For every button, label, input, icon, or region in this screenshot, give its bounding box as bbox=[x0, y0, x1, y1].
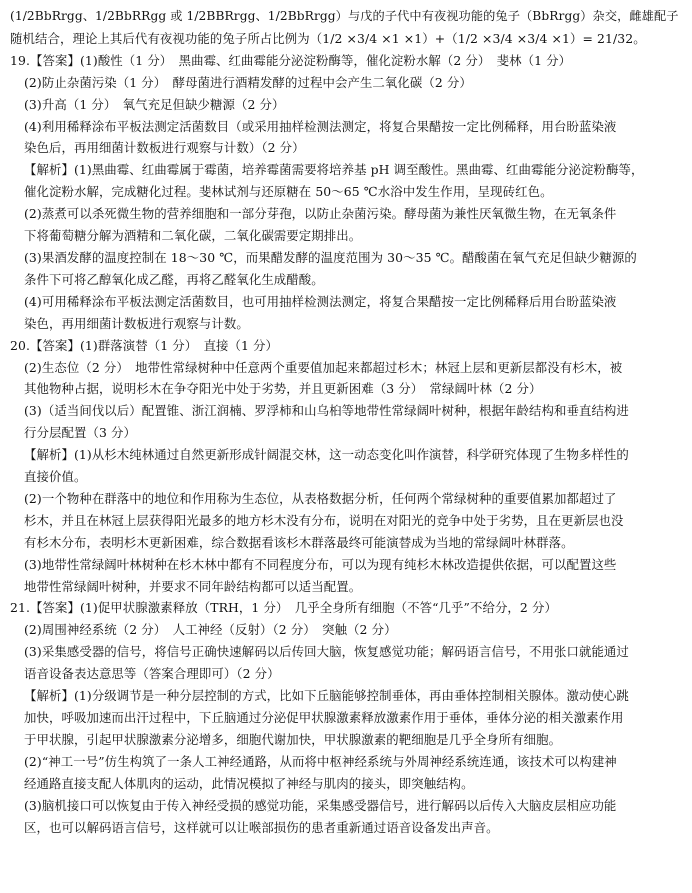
text-line: (3)采集感受器的信号，将信号正确快速解码以后传回大脑，恢复感觉功能；解码语言信号，不用张口就能通过 bbox=[24, 644, 629, 660]
text-line: (1/2BbRrgg、1/2BbRRgg 或 1/2BBRrgg、1/2BbRrgg）与戊的子代中有夜视功能的兔子（BbRrgg）杂交，雌雄配子 bbox=[10, 9, 679, 23]
text-line: 随机结合，理论上其后代有夜视功能的兔子所占比例为（1/2 ×3/4 ×1 ×1）+（1/2 ×3/4 ×3/4 ×1）= 21/32。 bbox=[10, 30, 646, 46]
text-line: 经通路直接支配人体肌肉的运动，此情况模拟了神经与肌肉的接头，即突触结构。 bbox=[24, 775, 474, 791]
text-line: (3)果酒发酵的温度控制在 18～30 ℃，而果醋发酵的温度范围为 30～35 ℃。醋酸菌在氧气充足但缺少糖源的 bbox=[24, 249, 637, 265]
text-line: (2)一个物种在群落中的地位和作用称为生态位，从表格数据分析，任何两个常绿树种的重要值累加都超过了 bbox=[24, 490, 617, 506]
text-line: 催化淀粉水解，完成糖化过程。斐林试剂与还原糖在 50～65 ℃水浴中发生作用，呈现砖红色。 bbox=[24, 184, 553, 200]
text-line: (2)“神工一号”仿生构筑了一条人工神经通路，从而将中枢神经系统与外周神经系统连通，该技术可以构建神 bbox=[24, 753, 617, 769]
text-line: 条件下可将乙醇氧化成乙醛，再将乙醛氧化生成醋酸。 bbox=[24, 271, 324, 287]
text-line: (2)生态位（2 分） 地带性常绿树种中任意两个重要值加起来都超过杉木；林冠上层和更新层都没有杉木，被 bbox=[24, 359, 623, 375]
text-line: (3)地带性常绿阔叶林树种在杉木林中都有不同程度分布，可以为现有纯杉木林改造提供依据，可以配置这些 bbox=[24, 556, 617, 572]
text-line: (4)可用稀释涂布平板法测定活菌数目，也可用抽样检测法测定，将复合果醋按一定比例稀释后用台盼蓝染液 bbox=[24, 293, 617, 309]
text-line: 染色，再用细菌计数板进行观察与计数。 bbox=[24, 315, 249, 331]
text-line: 【解析】(1)黑曲霉、红曲霉属于霉菌，培养霉菌需要将培养基 pH 调至酸性。黑曲霉、红曲霉能分泌淀粉酶等， bbox=[24, 162, 644, 178]
text-line: (3)升高（1 分） 氧气充足但缺少糖源（2 分） bbox=[24, 96, 285, 112]
text-line: 【解析】(1)从杉木纯林通过自然更新形成针阔混交林，这一动态变化叫作演替，科学研究体现了生物多样性的 bbox=[24, 447, 629, 463]
text-line: (2)蒸煮可以杀死微生物的营养细胞和一部分芽孢，以防止杂菌污染。酵母菌为兼性厌氧微生物，在无氧条件 bbox=[24, 206, 617, 222]
text-line: 染色后，再用细菌计数板进行观察与计数）（2 分） bbox=[24, 140, 305, 156]
text-line: 19.【答案】(1)酸性（1 分） 黑曲霉、红曲霉能分泌淀粉酶等，催化淀粉水解（2 分） 斐林（1 分） bbox=[10, 52, 572, 68]
text-line: 下将葡萄糖分解为酒精和二氧化碳，二氧化碳需要定期排出。 bbox=[24, 228, 362, 244]
text-line: (4)利用稀释涂布平板法测定活菌数目（或采用抽样检测法测定，将复合果醋按一定比例稀释，用台盼蓝染液 bbox=[24, 118, 617, 134]
text-line: 地带性常绿阔叶树种，并要求不同年龄结构都可以适当配置。 bbox=[24, 578, 362, 594]
text-line: 21.【答案】(1)促甲状腺激素释放（TRH，1 分） 几乎全身所有细胞（不答“几乎”不给分，2 分） bbox=[10, 600, 557, 616]
text-line: 行分层配置（3 分） bbox=[24, 425, 136, 441]
text-line: (2)防止杂菌污染（1 分） 酵母菌进行酒精发酵的过程中会产生二氧化碳（2 分） bbox=[24, 74, 472, 90]
text-line: (3)脑机接口可以恢复由于传入神经受损的感觉功能，采集感受器信号，进行解码以后传入大脑皮层相应功能 bbox=[24, 797, 617, 813]
text-line: 【解析】(1)分级调节是一种分层控制的方式，比如下丘脑能够控制垂体，再由垂体控制相关腺体。激动使心跳 bbox=[24, 688, 629, 704]
text-body bbox=[10, 6, 682, 838]
text-line: 20.【答案】(1)群落演替（1 分） 直接（1 分） bbox=[10, 337, 279, 353]
text-line: (3)（适当间伐以后）配置锥、浙江润楠、罗浮柿和山乌桕等地带性常绿阔叶树种，根据年龄结构和垂直结构进 bbox=[24, 403, 629, 419]
text-line: 直接价值。 bbox=[24, 469, 87, 485]
text-line: 其他物种占据，说明杉木在争夺阳光中处于劣势，并且更新困难（3 分） 常绿阔叶林（2 分） bbox=[24, 381, 542, 397]
text-line: 加快，呼吸加速而出汗过程中，下丘脑通过分泌促甲状腺激素释放激素作用于垂体，垂体分泌的相关激素作用 bbox=[24, 710, 624, 725]
text-line: 杉木，并且在林冠上层获得阳光最多的地方杉木没有分布，说明在对阳光的竞争中处于劣势，且在更新层也没 bbox=[24, 512, 624, 528]
text-line: 于甲状腺，引起甲状腺激素分泌增多，细胞代谢加快，甲状腺激素的靶细胞是几乎全身所有细胞。 bbox=[24, 731, 562, 747]
text-line: 有杉木分布，表明杉木更新困难，综合数据看该杉木群落最终可能演替成为当地的常绿阔叶林群落。 bbox=[24, 534, 574, 550]
text-line: 语音设备表达意思等（答案合理即可）（2 分） bbox=[24, 666, 280, 682]
text-line: 区，也可以解码语言信号，这样就可以让喉部损伤的患者重新通过语音设备发出声音。 bbox=[24, 819, 499, 835]
text-line: (2)周围神经系统（2 分） 人工神经（反射）（2 分） 突触（2 分） bbox=[24, 622, 397, 638]
